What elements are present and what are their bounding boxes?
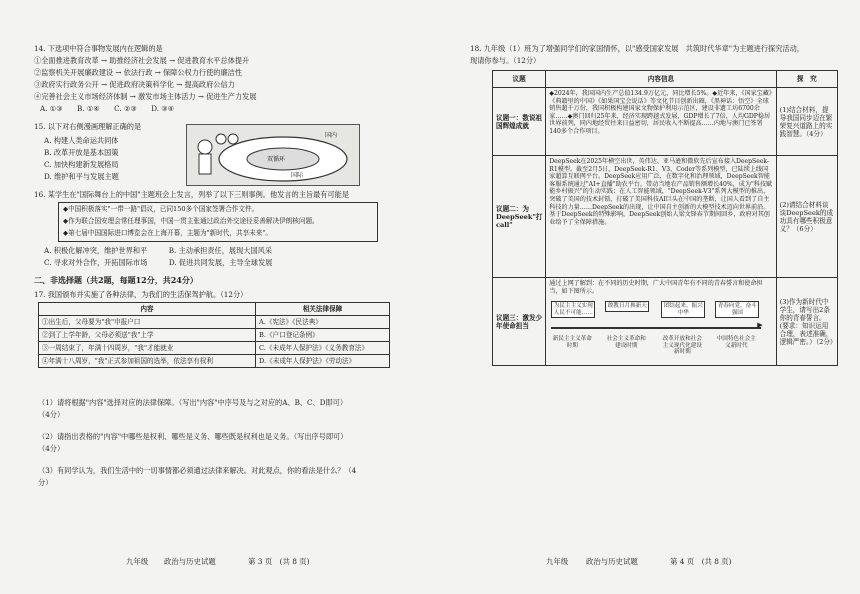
flow-period-3: 改革开放和社会主义现代化建设新时期: [662, 336, 702, 356]
q15-option-a: A. 构建人类命运共同体: [44, 136, 119, 145]
q15-option-c: C. 加快构建新发展格局: [44, 160, 119, 169]
table-header-row: [493, 71, 838, 88]
table-row: [493, 88, 838, 156]
cartoon-label-dual-circulation: 双循环: [267, 156, 286, 163]
q15-option-d: D. 维护和平与发展主题: [44, 172, 119, 181]
row-3-topic-text: 议题三：激发少年使命担当: [496, 313, 543, 330]
row-2-info-text: DeepSeek在2025年横空出世，英伟达、亚马逊和微软先后宣布接入DeepSeek-R1模型。截至2月5日，DeepSeek-R1、V3、Coder等系列模型，已陆续上线国家超算互联网平台。DeepSeek应用广泛，在数字化和治理领域，DeepSeek智能客服系统通过"AI+直播"助农平台，带动当地农产品销售额增长40%，成为"科技赋能乡村振兴"的生动实践；在人工智能领域，"DeepSeek-V3"系列大模型的推出，突破了美国的技术封锁，打破了美国科技AI巨头在中国的垄断，让国人看到了自主科技的力量……DeepSeek的出现，让中国自主创新的大模型技术迈向世界前沿。基于DeepSeek的特殊影响，DeepSeek创始人梁文锋春节期间回乡，政府对其创业给予了全保障措施。: [549, 158, 773, 226]
row-1-explore: [776, 88, 837, 156]
q16-material-box: [58, 202, 378, 242]
header-explore: 探 究: [776, 71, 837, 88]
q15-stem: 15. 以下对右侧漫画理解正确的是: [34, 122, 142, 131]
table-header-row: [39, 303, 390, 316]
table-row: [39, 355, 390, 368]
q17-sub-1-score: （4分）: [38, 410, 65, 419]
q18-stem-2: 现请你参与。（12分）: [470, 56, 541, 65]
exam-page-4: [430, 0, 860, 594]
footer-subject: 政治与历史试题: [586, 557, 638, 566]
q16-choices-row-1: A. 积极化解冲突，维护世界和平 B. 主动承担责任，展现大国风采: [44, 246, 273, 255]
q17-law-table: [38, 302, 390, 368]
header-info: 内容信息: [546, 71, 776, 88]
q17-sub-3-score: 分）: [38, 478, 53, 487]
footer-page-number: 第 4 页 (共 8 页): [670, 557, 732, 566]
row-2-content: ②到了上学年龄，父母必须送"我"上学: [39, 329, 256, 342]
footer-subject: 政治与历史试题: [164, 557, 216, 566]
row-2-explore: [776, 156, 837, 278]
q16-stem: 16. 某学生在"国际舞台上的中国"主题班会上发言，列举了以下三则事例。他发言的主旨最有可能是: [34, 190, 350, 199]
flow-period-2: 社会主义革命和建设时期: [606, 336, 646, 349]
table-row: [39, 342, 390, 355]
q14-option-1: ①全面推进教育改革 → 助推经济社会发展 → 促进教育水平总体提升: [34, 56, 250, 65]
q17-sub-1: （1）请将根据"内容"选择对应的法律保障。（写出"内容"中序号及与之对应的A、B、C、D即可）: [38, 398, 348, 407]
row-3-info: [546, 278, 776, 366]
row-3-content: ③一周结束了，年满十四周岁，"我"才能就业: [39, 342, 256, 355]
row-4-law: D.《未成年人保护法》《劳动法》: [256, 355, 390, 368]
row-1-law: A.《宪法》《民法典》: [256, 316, 390, 329]
footer-grade: 九年级: [126, 557, 149, 566]
row-1-content: ①出生后，父母要为"我"申报户口: [39, 316, 256, 329]
footer-grade: 九年级: [546, 557, 569, 566]
cartoon-label-international: 国际: [291, 172, 304, 179]
q16-item-3: ◆第七届中国国际进口博览会在上海开幕，主题为"新时代，共享未来"。: [63, 229, 272, 237]
table-row: [39, 329, 390, 342]
row-3-info-text: 通过上网了解到：在不同的历史时期，广大中国青年有不同的青春誓言和使命担当，如下图所示。: [549, 280, 763, 295]
q17-sub-3: （3）有同学认为，我们生活中的一切事情都必须通过法律来解决。对此观点，你的看法是什么？（4: [38, 466, 357, 475]
flow-oath-1: 为民主主义实现人民不可能……: [551, 301, 595, 318]
q16-item-1: ◆中国积极落实"一带一路"倡议，已同150多个国家签署合作文件。: [63, 205, 259, 213]
row-2-explore-text: (2)请结合材料谈谈DeepSeek的成功具有哪些积极意义？（6分）: [779, 200, 834, 233]
row-2-info: [546, 156, 776, 278]
footer-page-number: 第 3 页 (共 8 页): [248, 557, 310, 566]
timeline-axis: [551, 327, 761, 329]
table-row: [493, 156, 838, 278]
flow-oath-3: 团结起来，振兴中华: [661, 301, 705, 318]
q14-option-4: ④完善社会主义市场经济体制 → 激发市场主体活力 → 促进生产力发展: [34, 92, 257, 101]
row-1-topic: [493, 88, 546, 156]
flow-oath-2: 敢教日月换新天: [605, 301, 649, 312]
section-2-heading: 二、非选择题（共2题，每题12分，共24分）: [34, 275, 198, 285]
q17-sub-2: （2）请指出表格的"内容"中哪些是权利、哪些是义务、哪些既是权利也是义务。（写出序号即可）: [38, 432, 348, 441]
row-1-explore-text: (1)结合材料，提导我国同步迈在繁荣复兴道路上的实践智慧。（4分）: [779, 105, 833, 138]
q15-option-b: B. 改革开放是基本国策: [44, 148, 119, 157]
q16-item-2: ◆作为联合国安理会常任理事国，中国一贯主张通过政治外交途径妥善解决伊朗核问题。: [63, 217, 319, 225]
q14-option-3: ③政府实行政务公开 → 促进政府决策科学化 → 提高政府公信力: [34, 80, 235, 89]
q14-stem: 14. 下选项中符合事物发展内在逻辑的是: [34, 44, 163, 53]
table-row: [39, 316, 390, 329]
row-1-info: [546, 88, 776, 156]
youth-timeline-diagram: [549, 295, 772, 359]
q15-cartoon: [186, 124, 360, 186]
row-2-law: B.《户口登记条例》: [256, 329, 390, 342]
row-3-topic: [493, 278, 546, 366]
row-2-topic: [493, 156, 546, 278]
q17-sub-2-score: （4分）: [38, 444, 65, 453]
header-topic: 议题: [493, 71, 546, 88]
q18-inquiry-table: [492, 70, 838, 366]
q14-choices: A. ①③ B. ①④ C. ②③ D. ③④: [40, 104, 175, 113]
q18-stem: 18. 九年级（1）班为了增强同学们的家国情怀，以"感受国家发展 共筑时代华章"为主题进行探究活动，: [470, 44, 804, 53]
row-2-topic-text: 议题二：为DeepSeek"打call": [496, 204, 543, 229]
cartoon-label-domestic: 国内: [325, 132, 338, 139]
row-1-topic-text: 议题一：数说祖国辉煌成就: [496, 113, 543, 130]
q14-option-2: ②监察机关开展廉政建设 → 依法行政 → 保障公权力行使的廉洁性: [34, 68, 243, 77]
timeline-arrow-icon: ▶: [757, 321, 763, 330]
flow-period-4: 中国特色社会主义新时代: [716, 336, 756, 349]
header-content: 内容: [39, 303, 256, 316]
q17-stem: 17. 我国颁布并实施了各种法律，为我们的生活保驾护航。（12分）: [34, 290, 248, 299]
header-law: 相关法律保障: [256, 303, 390, 316]
row-3-explore-text: (3)作为新时代中学生，请写出2条你的青春誓言。(要求：知识运用合理，表述准确，逻辑严密。）（2分）: [779, 297, 837, 346]
row-3-law: C.《未成年人保护法》《义务教育法》: [256, 342, 390, 355]
row-4-content: ④年满十八周岁，"我"正式参加祖国的选举，依法享有权利: [39, 355, 256, 368]
flow-oath-4: 青春向党，奋斗强国: [715, 301, 759, 318]
flow-period-1: 新民主主义革命时期: [552, 336, 592, 349]
row-1-info-text: ◆2024年，我国国内生产总值134.9万亿元，同比增长5%。◆近年来，《国家宝藏》《典籍里的中国》《如果国宝会说话》等文化节目创新出圈，《黑神话：悟空》全球销售超千万份，我国积极构建国家文物保护利用示范区，建设非遗工坊6700余家……◆澳门回归25年来，经济实现跨越式发展，GDP增长了7倍，人均GDP稳居世界前列，同内地经贸往来日益密切，居民收入不断提高……内地与澳门已签署140多个合作项目。: [549, 90, 772, 135]
table-row: [493, 278, 838, 366]
q16-choices-row-2: C. 寻求对外合作，开拓国际市场 D. 促进共同发展，主导全球发展: [44, 258, 273, 267]
row-3-explore: [776, 278, 837, 366]
